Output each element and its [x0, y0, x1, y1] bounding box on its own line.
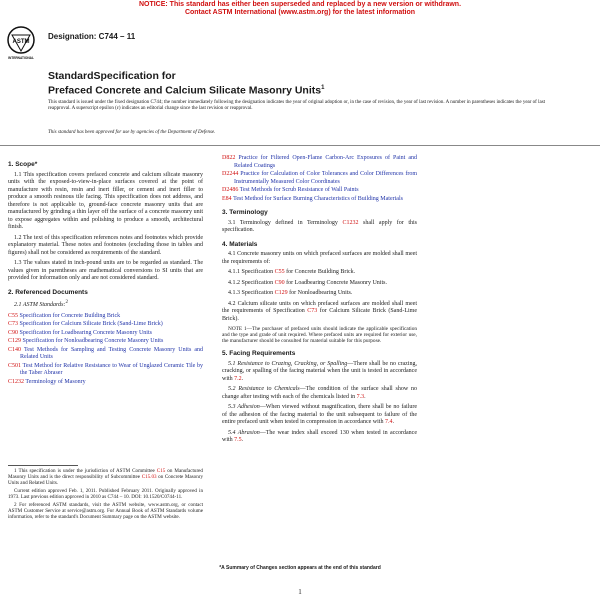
section-7-5-link[interactable]: 7.5	[234, 437, 242, 443]
reference-item[interactable]: C501 Test Method for Relative Resistance to Wear of Unglazed Ceramic Tile by the Taber Abraser	[8, 362, 203, 376]
right-column	[222, 155, 417, 448]
footnote-1-edition: Current edition approved Feb. 1, 2011. Published February 2011. Originally approved in 1973. Last previous edition approved in 2010 as C744 – 10. DOI: 10.1520/C0744-11.	[8, 488, 203, 500]
scope-para-2: 1.2 The text of this specification references notes and footnotes which provide explanatory material. These notes and footnotes (excluding those in tables and figures) shall not be considered as requirements of the standard.	[8, 234, 203, 256]
reference-item[interactable]: E84 Test Method for Surface Burning Characteristics of Building Materials	[222, 195, 403, 202]
section-7-3-link[interactable]: 7.3	[356, 393, 365, 400]
logo-text: ASTM	[12, 39, 30, 45]
footnotes	[8, 468, 203, 522]
section-7-2-link[interactable]: 7.2	[234, 375, 242, 382]
materials-para-1: 4.1 Concrete masonry units on which prefaced surfaces are molded shall meet the requirements of:	[222, 251, 417, 265]
subcommittee-link[interactable]: C15.03	[141, 474, 157, 480]
footnote-2: 2 For referenced ASTM standards, visit the ASTM website, www.astm.org, or contact ASTM Customer Service at service@astm.org. For Annual Book of ASTM Standards volume information, refer to the standard's Document Summary page on the ASTM website.	[8, 502, 203, 520]
left-column	[8, 155, 203, 387]
reference-item[interactable]: C90 Specification for Loadbearing Concrete Masonry Units	[8, 329, 152, 336]
footnote-1: 1 This specification is under the jurisdiction of ASTM Committee C15 on Manufactured Masonry Units and is the direct responsibility of Subcommittee C15.03 on Concrete Masonry Units and Related Units.	[8, 468, 203, 486]
section-7-4-link[interactable]: 7.4	[384, 419, 393, 425]
committee-link[interactable]: C15	[156, 468, 166, 474]
page-number: 1	[298, 588, 302, 596]
materials-para-2: 4.2 Calcium silicate units on which prefaced surfaces are molded shall meet the requirements of Specification C73 for Calcium Silicate Brick (Sand-Lime Brick).	[222, 300, 417, 322]
materials-note-1: NOTE 1—The purchaser of prefaced units should indicate the applicable specification and the type and grade of unit required. Where prefaced units are required for exterior use, the manufacturer should be consulted for material suitable for this purpose.	[222, 326, 417, 344]
materials-para-1-2: 4.1.2 Specification C90 for Loadbearing Concrete Masonry Units.	[228, 279, 387, 286]
materials-para-1-1: 4.1.1 Specification C55 for Concrete Building Brick.	[228, 269, 356, 275]
header-divider	[0, 145, 600, 146]
reference-list	[8, 313, 203, 387]
title-line-1: StandardSpecification for	[48, 70, 176, 82]
reference-item[interactable]: C73 Specification for Calcium Silicate Brick (Sand-Lime Brick)	[8, 321, 163, 327]
facing-para-2: 5.2 Resistance to Chemicals—The condition of the surface shall show no change after testing with each of the chemicals listed in 7.3.	[222, 386, 418, 400]
terminology-para: 3.1 Terminology defined in Terminology C1232 shall apply for this specification.	[222, 219, 418, 233]
summary-of-changes-note: *A Summary of Changes section appears at the end of this standard	[219, 565, 381, 571]
astm-logo	[6, 25, 36, 61]
astm-standards-subheading: 2.1 ASTM Standards:$^2$	[14, 300, 69, 308]
c55-link[interactable]: C55	[274, 269, 285, 275]
logo-subtext: INTERNATIONAL	[8, 56, 34, 60]
referenced-documents-heading: 2. Referenced Documents	[8, 288, 88, 296]
document-title	[48, 70, 568, 97]
reference-item[interactable]: C55 Specification for Concrete Building Brick	[8, 312, 121, 319]
reference-item[interactable]: C140 Test Methods for Sampling and Testing Concrete Masonry Units and Related Units	[8, 346, 203, 360]
materials-para-1-3: 4.1.3 Specification C129 for Nonloadbearing Units.	[228, 290, 353, 296]
title-footnote-marker: 1	[321, 85, 325, 91]
facing-para-3: 5.3 Adhesion—When viewed without magnification, there shall be no failure of the adhesion of the facing material to the unit subsequent to failure of the entire prefaced unit when tested in compression in accordance with 7.4.	[222, 404, 417, 425]
c129-link[interactable]: C129	[274, 290, 288, 296]
defense-approval-note: This standard has been approved for use by agencies of the Department of Defense.	[48, 130, 216, 135]
footnote-divider	[8, 465, 78, 466]
facing-requirements-heading: 5. Facing Requirements	[222, 350, 296, 357]
title-line-2: Prefaced Concrete and Calcium Silicate Masonry Units$^1$	[48, 84, 325, 97]
facing-para-1: 5.1 Resistance to Crazing, Cracking, or Spalling—There shall be no crazing, cracking, or spalling of the facing material when the unit is tested in accordance with 7.2.	[222, 360, 417, 382]
reference-item[interactable]: D2486 Test Methods for Scrub Resistance of Wall Paints	[222, 187, 359, 193]
reference-item[interactable]: D822 Practice for Filtered Open-Flame Carbon-Arc Exposures of Paint and Related Coatings	[222, 155, 418, 169]
reference-list-continued	[222, 155, 417, 203]
reference-item[interactable]: C1232 Terminology of Masonry	[8, 378, 86, 385]
superseded-notice	[0, 1, 600, 17]
standard-note: This standard is issued under the fixed designation C744; the number immediately following the designation indicates the year of original adoption or, in the case of revision, the year of last revision. A number in parentheses indicates the year of last reapproval. A superscript epsilon (ε) indicates an editorial change since the last revision or reapproval.	[48, 100, 546, 111]
scope-para-1: 1.1 This specification covers prefaced concrete and calcium silicate masonry units with the exposed-to-view-in-place surfaces covered at the point of manufacture with resin, resin and inert filler, or cement and inert filler to produce a smooth resinous tile facing. This specification does not address, and therefore is not applicable to, ground-face concrete masonry units that are manufactured by grinding a thin layer off the surface of a concrete masonry unit to expose aggregates within and polishing to produce a smooth, architectural finish.	[8, 171, 203, 230]
c73-link[interactable]: C73	[307, 308, 318, 314]
notice-line-2: Contact ASTM International (www.astm.org) for the latest information	[184, 9, 416, 16]
reference-item[interactable]: D2244 Practice for Calculation of Color Tolerances and Color Differences from Instrumentally Measured Color Coordinates	[222, 171, 417, 185]
reference-item[interactable]: C129 Specification for Nonloadbearing Concrete Masonry Units	[8, 338, 164, 344]
materials-heading: 4. Materials	[222, 240, 258, 248]
terminology-heading: 3. Terminology	[222, 209, 268, 216]
designation: Designation: C744 – 11	[48, 32, 136, 41]
notice-line-1: NOTICE: This standard has either been superseded and replaced by a new version or withdrawn.	[138, 1, 462, 8]
scope-heading: 1. Scope*	[8, 161, 38, 168]
facing-para-4: 5.4 Abrasion—The wear index shall exceed 130 when tested in accordance with 7.5.	[222, 429, 417, 443]
scope-para-3: 1.3 The values stated in inch-pound units are to be regarded as standard. The values given in parentheses are mathematical conversions to SI units that are provided for information only and are not considered standard.	[8, 260, 203, 281]
c90-link[interactable]: C90	[274, 279, 285, 286]
c1232-link[interactable]: C1232	[342, 219, 359, 226]
